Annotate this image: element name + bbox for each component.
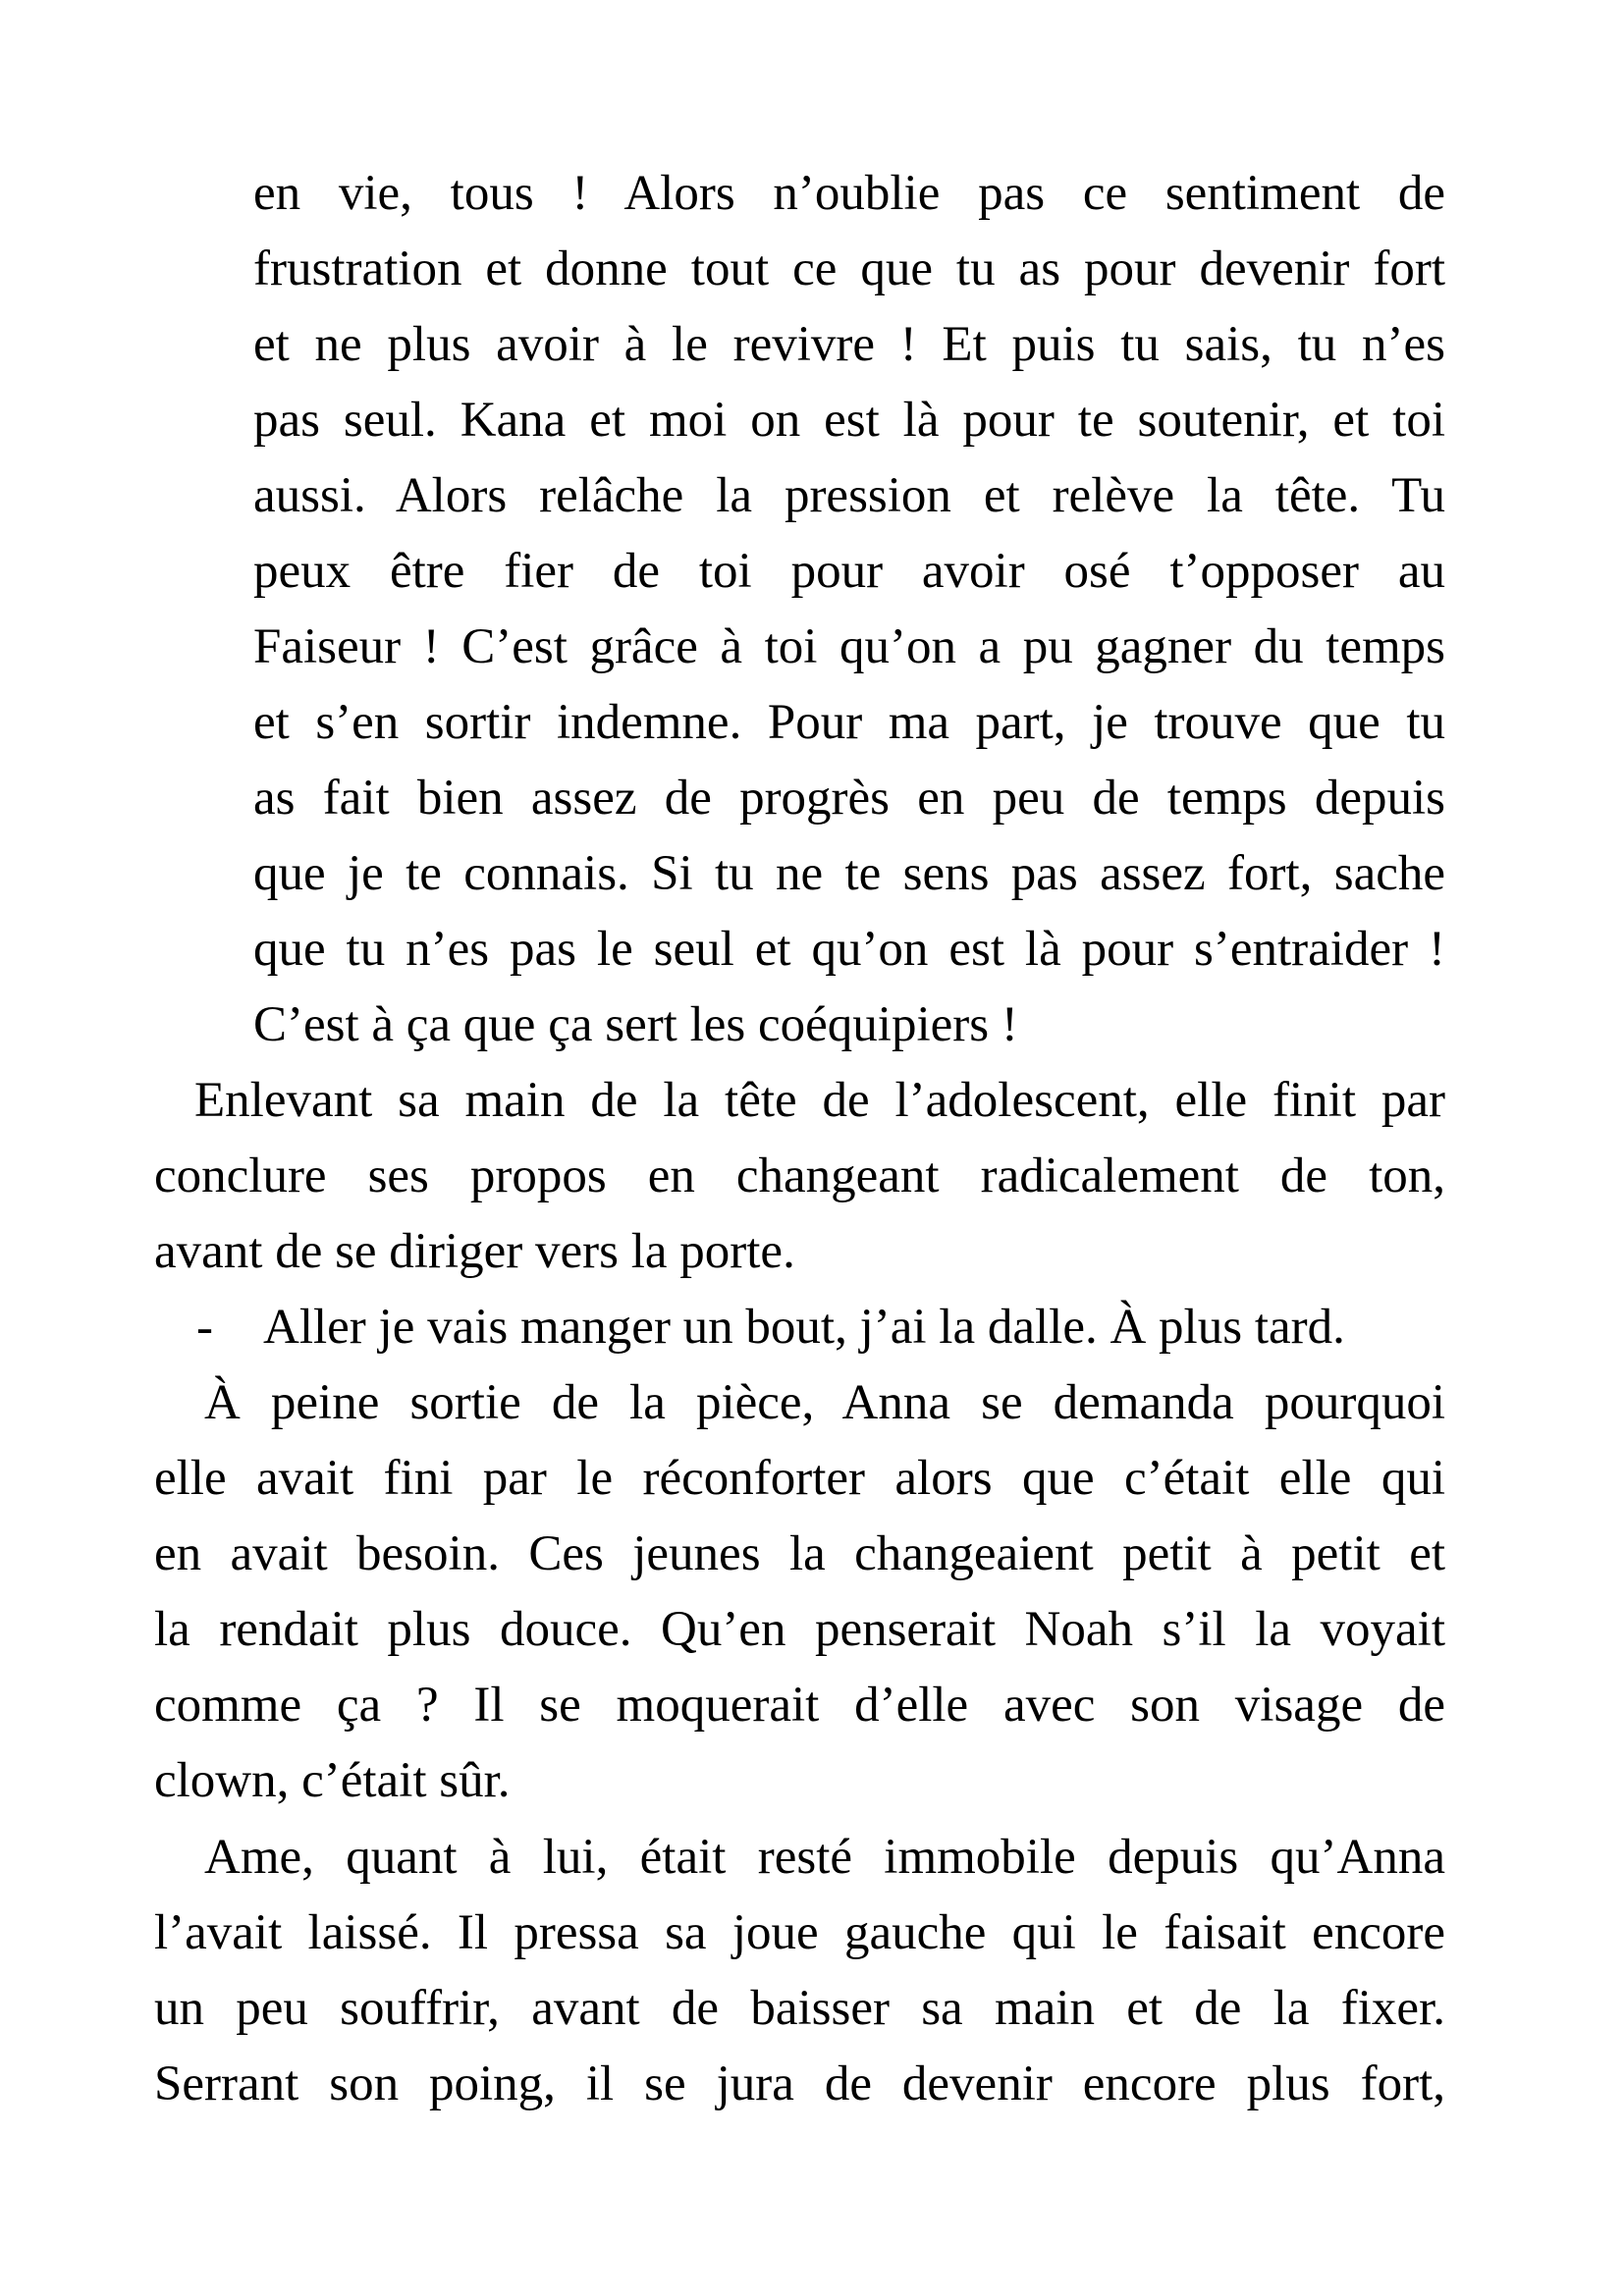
text-line: comme ça ? Il se moquerait d’elle avec son visage de [154, 1678, 1445, 1733]
text-line: un peu souffrir, avant de baisser sa main et de la fixer. [154, 1981, 1445, 2036]
text-line: frustration et donne tout ce que tu as pour devenir fort [253, 241, 1445, 296]
paragraph-first-line: Enlevant sa main de la tête de l’adolescent, elle finit par [194, 1073, 1445, 1128]
text-line: peux être fier de toi pour avoir osé t’opposer au [253, 544, 1445, 599]
paragraph-first-line: À peine sortie de la pièce, Anna se demanda pourquoi [204, 1375, 1445, 1430]
text-line: que je te connais. Si tu ne te sens pas assez fort, sache [253, 846, 1445, 901]
text-line: aussi. Alors relâche la pression et relève la tête. Tu [253, 468, 1445, 523]
paragraph-first-line: Ame, quant à lui, était resté immobile depuis qu’Anna [204, 1830, 1445, 1885]
text-line: clown, c’était sûr. [154, 1753, 511, 1808]
text-line: Faiseur ! C’est grâce à toi qu’on a pu gagner du temps [253, 619, 1445, 674]
text-line: en avait besoin. Ces jeunes la changeaient petit à petit et [154, 1526, 1445, 1581]
text-line: avant de se diriger vers la porte. [154, 1224, 795, 1279]
text-line: elle avait fini par le réconforter alors que c’était elle qui [154, 1451, 1445, 1506]
text-line: as fait bien assez de progrès en peu de temps depuis [253, 771, 1445, 826]
text-line: et ne plus avoir à le revivre ! Et puis tu sais, tu n’es [253, 317, 1445, 372]
text-line: pas seul. Kana et moi on est là pour te soutenir, et toi [253, 393, 1445, 448]
text-line: que tu n’es pas le seul et qu’on est là pour s’entraider ! [253, 922, 1445, 977]
text-line: et s’en sortir indemne. Pour ma part, je trouve que tu [253, 695, 1445, 750]
text-line: C’est à ça que ça sert les coéquipiers ! [253, 997, 1018, 1052]
dialogue-dash: - [196, 1300, 213, 1355]
text-line: Serrant son poing, il se jura de devenir encore plus fort, [154, 2056, 1445, 2111]
text-line: en vie, tous ! Alors n’oublie pas ce sentiment de [253, 166, 1445, 221]
text-line: conclure ses propos en changeant radicalement de ton, [154, 1148, 1445, 1203]
dialogue-line: Aller je vais manger un bout, j’ai la dalle. À plus tard. [263, 1300, 1345, 1355]
text-line: la rendait plus douce. Qu’en penserait Noah s’il la voyait [154, 1602, 1445, 1657]
text-line: l’avait laissé. Il pressa sa joue gauche qui le faisait encore [154, 1905, 1445, 1960]
